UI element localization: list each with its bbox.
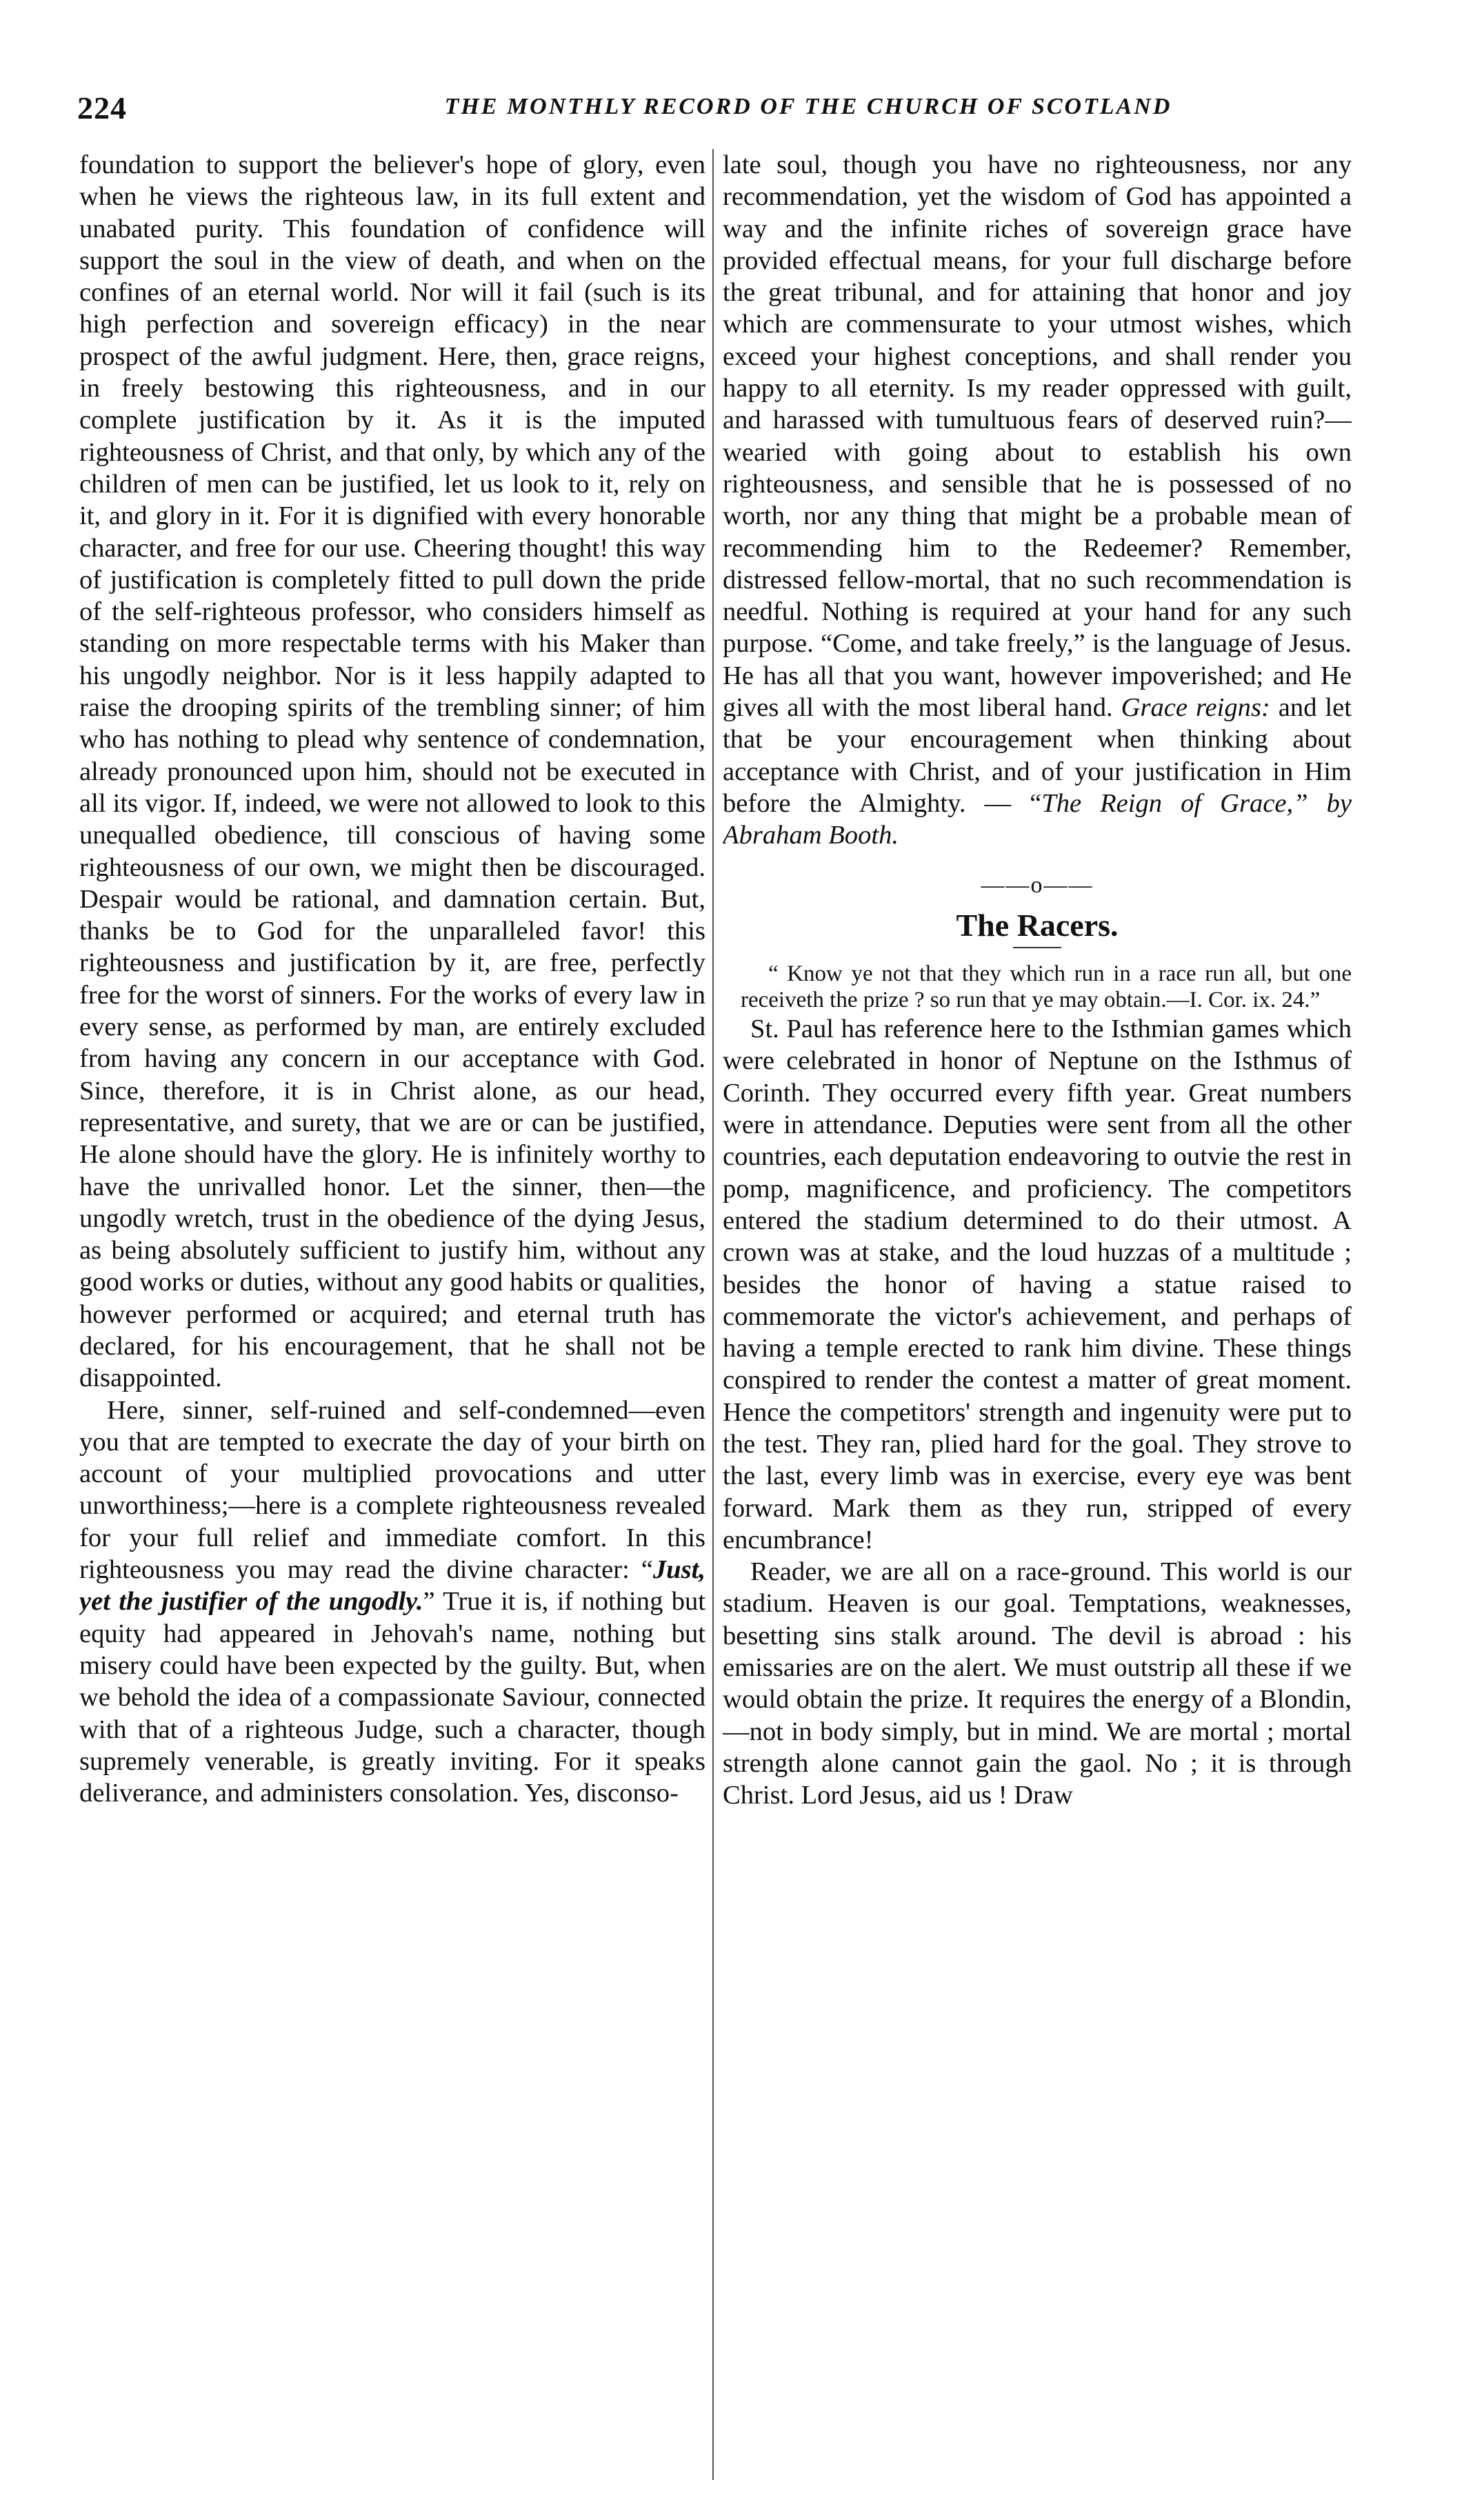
grace-reigns-emphasis: Grace reigns: xyxy=(1121,693,1270,723)
right-paragraph-2: St. Paul has reference here to the Isthmian games which were celebrated in honor of Neptune on the Isthmus of Corinth. They occurred every fifth year. Great numbers were in attendance. Deputies were sent from all the other countries, each deputation endeavoring to outvie the rest in pomp, magnificence, and proficiency. The competitors entered the stadium determined to do their utmost. A crown was at stake, and the loud huzzas of a multitude ; besides the honor of having a statue raised to commemorate the victor's achievement, and perhaps of having a temple erected to rank him divine. These things conspired to render the contest a matter of great moment. Hence the competitors' strength and ingenuity were put to the test. They ran, plied hard for the goal. They strove to the last, every limb was in exercise, every eye was bent forward. Mark them as they run, stripped of every encumbrance! xyxy=(723,1014,1352,1554)
page-number: 224 xyxy=(77,90,127,126)
left-paragraph-2-text-a: Here, sinner, self-ruined and self-condemned—even you that are tempted to execrate the day of your birth on account of your multiplied provocations and utter unworthiness;—here is a complete righteousness revealed for your full relief and immediate comfort. In this righteousness you may read the divine character: “ xyxy=(79,1395,705,1585)
journal-title: THE MONTHLY RECORD OF THE CHURCH OF SCOTLAND xyxy=(444,94,1172,119)
title-rule xyxy=(1013,947,1061,948)
divine-character-quote: Just, yet the justifier of the ungodly. xyxy=(79,1555,705,1617)
epigraph: “ Know ye not that they which run in a race run all, but one receiveth the prize ? so run that ye may obtain.—I. Cor. ix. 24.” xyxy=(741,961,1352,1013)
right-column xyxy=(723,149,1352,2480)
right-paragraph-1 xyxy=(723,149,1352,852)
left-paragraph-2-text-b: ” True it is, if nothing but equity had appeared in Jehovah's name, nothing but misery could have been expected by the guilty. But, when we behold the idea of a compassionate Saviour, connected with that of a righteous Judge, such a character, though supremely venerable, is greatly inviting. For it speaks deliverance, and administers consolation. Yes, disconso- xyxy=(79,1587,705,1808)
right-paragraph-1-text-a: late soul, though you have no righteousness, nor any recommendation, yet the wisdom of God has appointed a way and the infinite riches of sovereign grace have provided effectual means, for your full discharge before the great tribunal, and for attaining that honor and joy which are commensurate to your utmost wishes, which exceed your highest conceptions, and shall render you happy to all eternity. Is my reader oppressed with guilt, and harassed with tumultuous fears of deserved ruin?—wearied with going about to establish his own righteousness, and sensible that he is possessed of no worth, nor any thing that might be a probable mean of recommending him to the Redeemer? Remember, distressed fellow-mortal, that no such recommendation is needful. Nothing is required at your hand for any such purpose. “Come, and take freely,” is the language of Jesus. He has all that you want, however impoverished; and He gives all with the most liberal hand. xyxy=(723,150,1352,723)
left-column xyxy=(79,149,705,2480)
right-paragraph-1-text-b: and let that be your encouragement when thinking about acceptance with Christ, and of your justification in Him before the Almighty. — “ xyxy=(723,693,1352,818)
running-head xyxy=(77,90,1374,131)
column-divider xyxy=(712,149,714,2480)
section-title: The Racers. xyxy=(956,907,1119,943)
section-separator: ——o—— xyxy=(981,872,1094,898)
left-paragraph-1: foundation to support the believer's hope of glory, even when he views the righteous law, in its full extent and unabated purity. This foundation of confidence will support the soul in the view of death, and when on the confines of an eternal world. Nor will it fail (such is its high perfection and sovereign efficacy) in the near prospect of the awful judgment. Here, then, grace reigns, in freely bestowing this righteousness, and in our complete justification by it. As it is the imputed righteousness of Christ, and that only, by which any of the children of men can be justified, let us look to it, rely on it, and glory in it. For it is dignified with every honorable character, and free for our use. Cheering thought! this way of justification is completely fitted to pull down the pride of the self-righteous professor, who considers himself as standing on more respectable terms with his Maker than his ungodly neighbor. Nor is it less happily adapted to raise the drooping spirits of the trembling sinner; of him who has nothing to plead why sentence of condemnation, already pronounced upon him, should not be executed in all its vigor. If, indeed, we were not allowed to look to this unequalled obedience, till conscious of having some righteousness of our own, we might then be discouraged. Despair would be rational, and damnation certain. But, thanks be to God for the unparalleled favor! this righteousness and justification by it, are free, perfectly free for the worst of sinners. For the works of every law in every sense, as performed by man, are entirely excluded from having any concern in our acceptance with God. Since, therefore, it is in Christ alone, as our head, representative, and surety, that we are or can be justified, He alone should have the glory. He is infinitely worthy to have the unrivalled honor. Let the sinner, then—the ungodly wretch, trust in the obedience of the dying Jesus, as being absolutely sufficient to justify him, without any good works or duties, without any good habits or qualities, however performed or acquired; and eternal truth has declared, for his encouragement, that he shall not be disappointed. xyxy=(79,150,705,1393)
right-paragraph-3: Reader, we are all on a race-ground. This world is our stadium. Heaven is our goal. Temptations, weaknesses, besetting sins stalk around. The devil is abroad : his emissaries are on the alert. We must outstrip all these if we would obtain the prize. It requires the energy of a Blondin,—not in body simply, but in mind. We are mortal ; mortal strength alone cannot gain the gaol. No ; it is through Christ. Lord Jesus, aid us ! Draw xyxy=(723,1557,1352,1810)
attribution: The Reign of Grace,” by Abraham Booth. xyxy=(723,788,1352,850)
left-paragraph-2 xyxy=(79,1394,705,1810)
